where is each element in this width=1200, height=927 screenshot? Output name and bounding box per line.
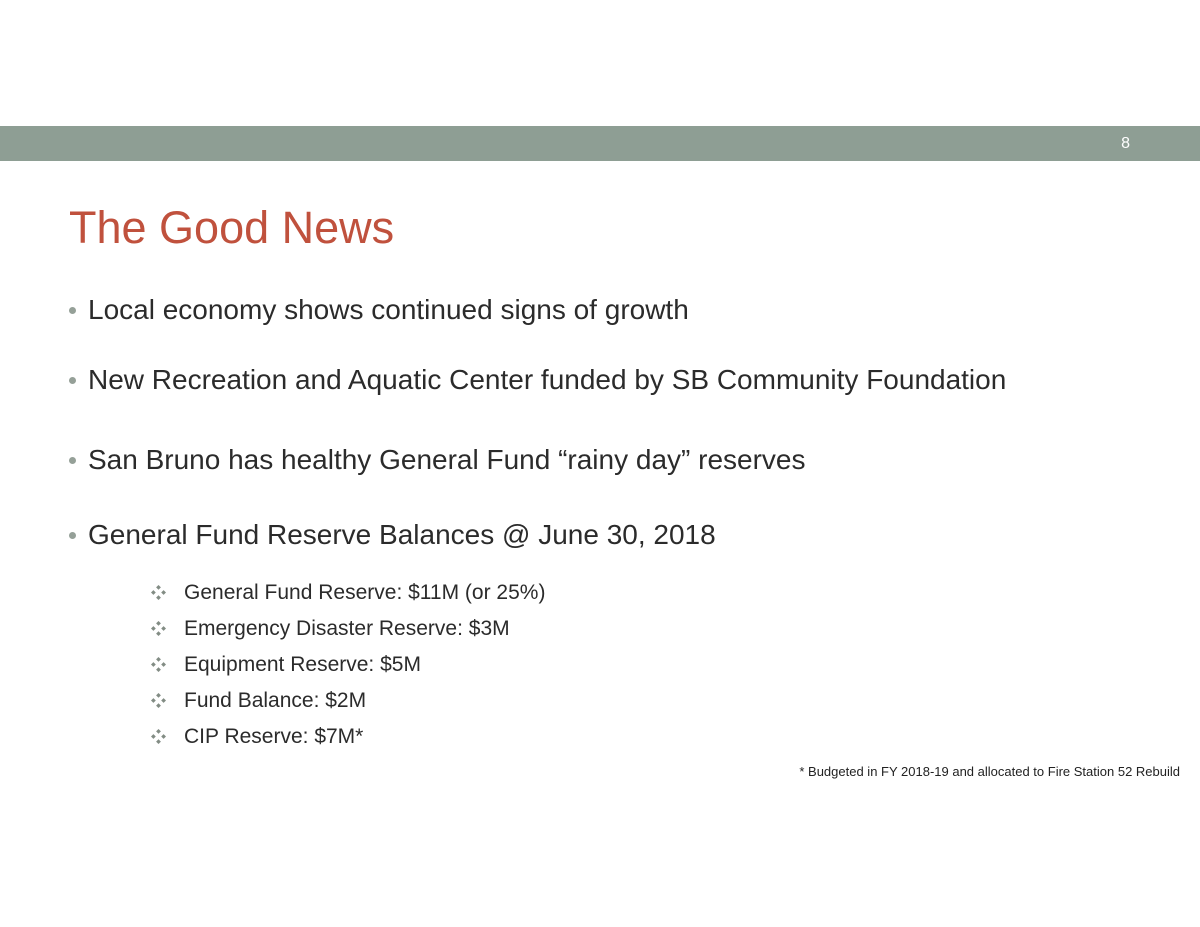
sub-bullet-text: Fund Balance: $2M [184,688,367,712]
sub-bullet-item [151,610,545,646]
bullet-item [69,293,689,327]
slide-title: The Good News [69,202,395,253]
four-diamonds-bullet-icon [151,657,166,672]
dot-bullet-icon [69,457,76,464]
dot-bullet-icon [69,532,76,539]
sub-bullet-text: Emergency Disaster Reserve: $3M [184,616,510,640]
sub-bullet-item [151,574,545,610]
bullet-text: San Bruno has healthy General Fund “rainy day” reserves [88,444,806,475]
sub-bullet-item [151,682,545,718]
four-diamonds-bullet-icon [151,693,166,708]
four-diamonds-bullet-icon [151,729,166,744]
dot-bullet-icon [69,307,76,314]
sub-bullet-list [151,574,545,754]
bullet-text: Local economy shows continued signs of growth [88,294,689,325]
header-bar [0,126,1200,161]
bullet-item [69,443,806,477]
bullet-text: General Fund Reserve Balances @ June 30, 2018 [88,519,716,550]
dot-bullet-icon [69,377,76,384]
bullet-item [69,363,1006,397]
sub-bullet-text: General Fund Reserve: $11M (or 25%) [184,580,546,604]
four-diamonds-bullet-icon [151,585,166,600]
sub-bullet-item [151,718,545,754]
page-number: 8 [1121,135,1130,152]
sub-bullet-item [151,646,545,682]
bullet-item [69,518,716,552]
footnote: * Budgeted in FY 2018-19 and allocated to Fire Station 52 Rebuild [799,764,1180,779]
four-diamonds-bullet-icon [151,621,166,636]
sub-bullet-text: Equipment Reserve: $5M [184,652,421,676]
bullet-text: New Recreation and Aquatic Center funded by SB Community Foundation [88,364,1007,395]
sub-bullet-text: CIP Reserve: $7M* [184,724,364,748]
